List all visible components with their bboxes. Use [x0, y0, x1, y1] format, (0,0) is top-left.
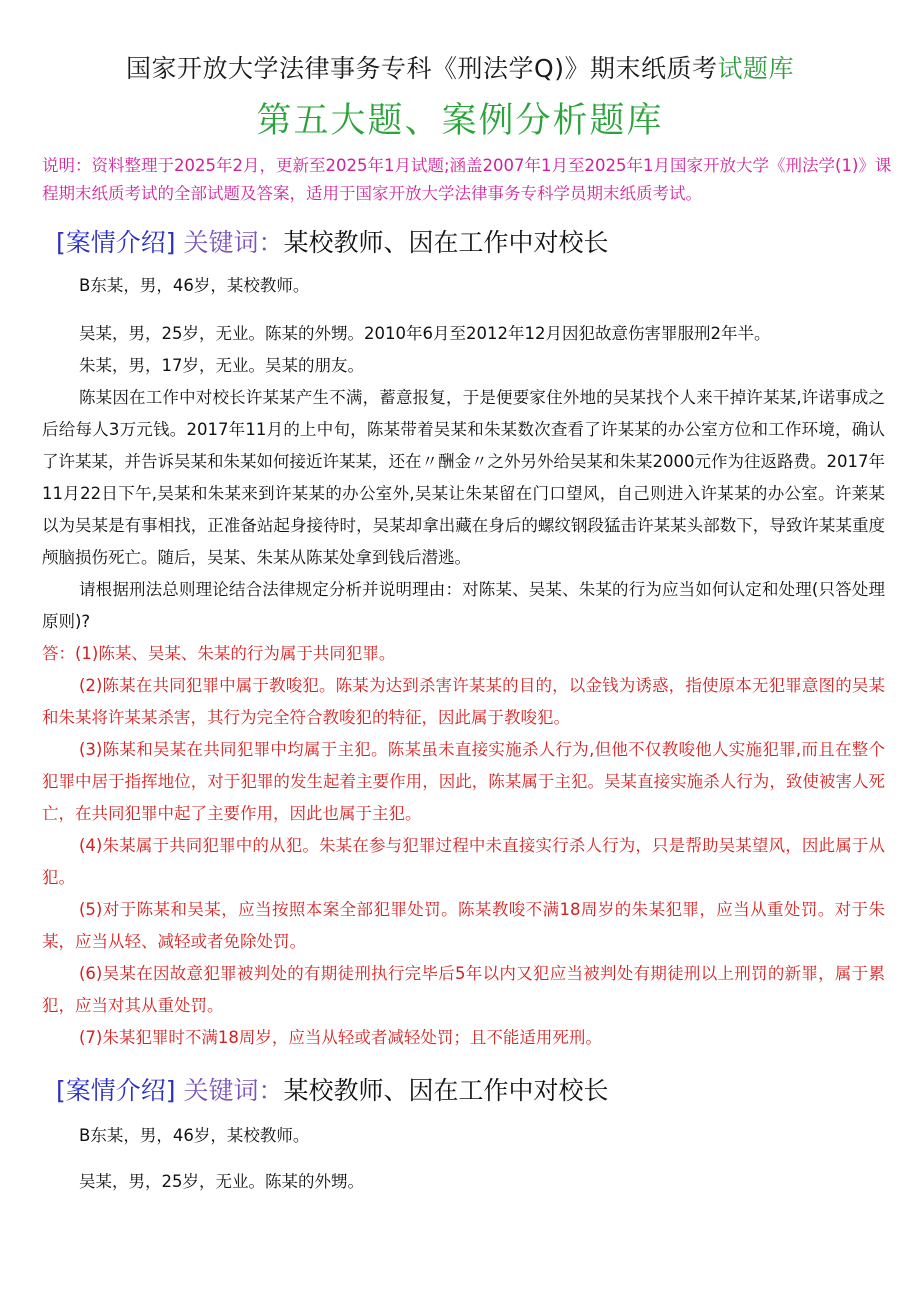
case-heading-1	[56, 226, 876, 260]
paragraph: 吴某，男，25岁，无业。陈某的外甥。2010年6月至2012年12月因犯故意伤害罪服刑2年半。	[79, 324, 771, 343]
answer-item: (2)陈某在共同犯罪中属于教唆犯。陈某为达到杀害许某某的目的，以金钱为诱惑，指使原本无犯罪意图的吴某和朱某将许某某杀害，其行为完全符合教唆犯的特征，因此属于教唆犯。	[42, 676, 885, 727]
section-subtitle: 第五大题、案例分析题库	[256, 101, 664, 141]
question-paragraph: 请根据刑法总则理论结合法律规定分析并说明理由：对陈某、吴某、朱某的行为应当如何认定和处理(只答处理原则)?	[42, 580, 885, 631]
answer-item: (1)陈某、吴某、朱某的行为属于共同犯罪。	[75, 644, 396, 663]
answer-item: (3)陈某和吴某在共同犯罪中均属于主犯。陈某虽未直接实施杀人行为,但他不仅教唆他人实施犯罪,而且在整个犯罪中居于指挥地位，对于犯罪的发生起着主要作用，因此，陈某属于主犯。吴某直接实施杀人行为，致使被害人死亡，在共同犯罪中起了主要作用，因此也属于主犯。	[42, 740, 885, 823]
case1-person-chen	[42, 270, 885, 302]
document-title	[0, 52, 920, 86]
case-intro-label: [案情介绍]	[56, 228, 176, 257]
keyword-text: 某校教师、因在工作中对校长	[283, 1076, 609, 1105]
case2-person-wu	[42, 1166, 885, 1198]
title-suffix: 试题库	[717, 54, 794, 83]
keyword-text: 某校教师、因在工作中对校长	[283, 228, 609, 257]
answer-label: 答：	[42, 644, 75, 663]
paragraph: B东某，男，46岁，某校教师。	[79, 1126, 310, 1145]
answer-item: (6)吴某在因故意犯罪被判处的有期徒刑执行完毕后5年以内又犯应当被判处有期徒刑以上刑罚的新罪，属于累犯，应当对其从重处罚。	[42, 964, 885, 1015]
paragraph: 吴某，男，25岁，无业。陈某的外甥。	[79, 1172, 364, 1191]
answer-item: (4)朱某属于共同犯罪中的从犯。朱某在参与犯罪过程中未直接实行杀人行为，只是帮助吴某望风，因此属于从犯。	[42, 836, 885, 887]
answer-item: (5)对于陈某和吴某，应当按照本案全部犯罪处罚。陈某教唆不满18周岁的朱某犯罪，应当从重处罚。对于朱某，应当从轻、减轻或者免除处罚。	[42, 900, 885, 951]
paragraph: 朱某，男，17岁，无业。吴某的朋友。	[79, 356, 364, 375]
description-note: 说明：资料整理于2025年2月，更新至2025年1月试题;涵盖2007年1月至2025年1月国家开放大学《刑法学(1)》课程期末纸质考试的全部试题及答案，适用于国家开放大学法律事务专科学员期末纸质考试。	[42, 156, 892, 203]
paragraph: B东某，男，46岁，某校教师。	[79, 276, 310, 295]
case-intro-label: [案情介绍]	[56, 1076, 176, 1105]
case2-person-chen	[42, 1120, 885, 1152]
answer-item: (7)朱某犯罪时不满18周岁，应当从轻或者减轻处罚；且不能适用死刑。	[79, 1028, 602, 1047]
paragraph: 陈某因在工作中对校长许某某产生不满，蓄意报复，于是便要家住外地的吴某找个人来干掉许某某,许诺事成之后给每人3万元钱。2017年11月的上中旬，陈某带着吴某和朱某数次查看了许某某的办公室方位和工作环境，确认了许某某，并告诉吴某和朱某如何接近许某某，还在〃酬金〃之外另外给吴某和朱某2000元作为往返路费。2017年11月22日下午,吴某和朱某来到许某某的办公室外,吴某让朱某留在门口望风，自己则进入许某某的办公室。许莱某以为吴某是有事相找，正准备站起身接待时，吴某却拿出藏在身后的螺纹钢段猛击许某某头部数下，导致许某某重度颅脑损伤死亡。随后，吴某、朱某从陈某处拿到钱后潜逃。	[42, 388, 885, 567]
answer-paragraph	[42, 638, 885, 670]
case1-body	[42, 318, 885, 1054]
title-prefix: 国家开放大学法律事务专科《刑法学Q)》期末纸质考	[126, 54, 718, 83]
keyword-label: 关键词：	[183, 228, 284, 257]
keyword-label: 关键词：	[183, 1076, 284, 1105]
case-heading-2	[56, 1074, 876, 1108]
